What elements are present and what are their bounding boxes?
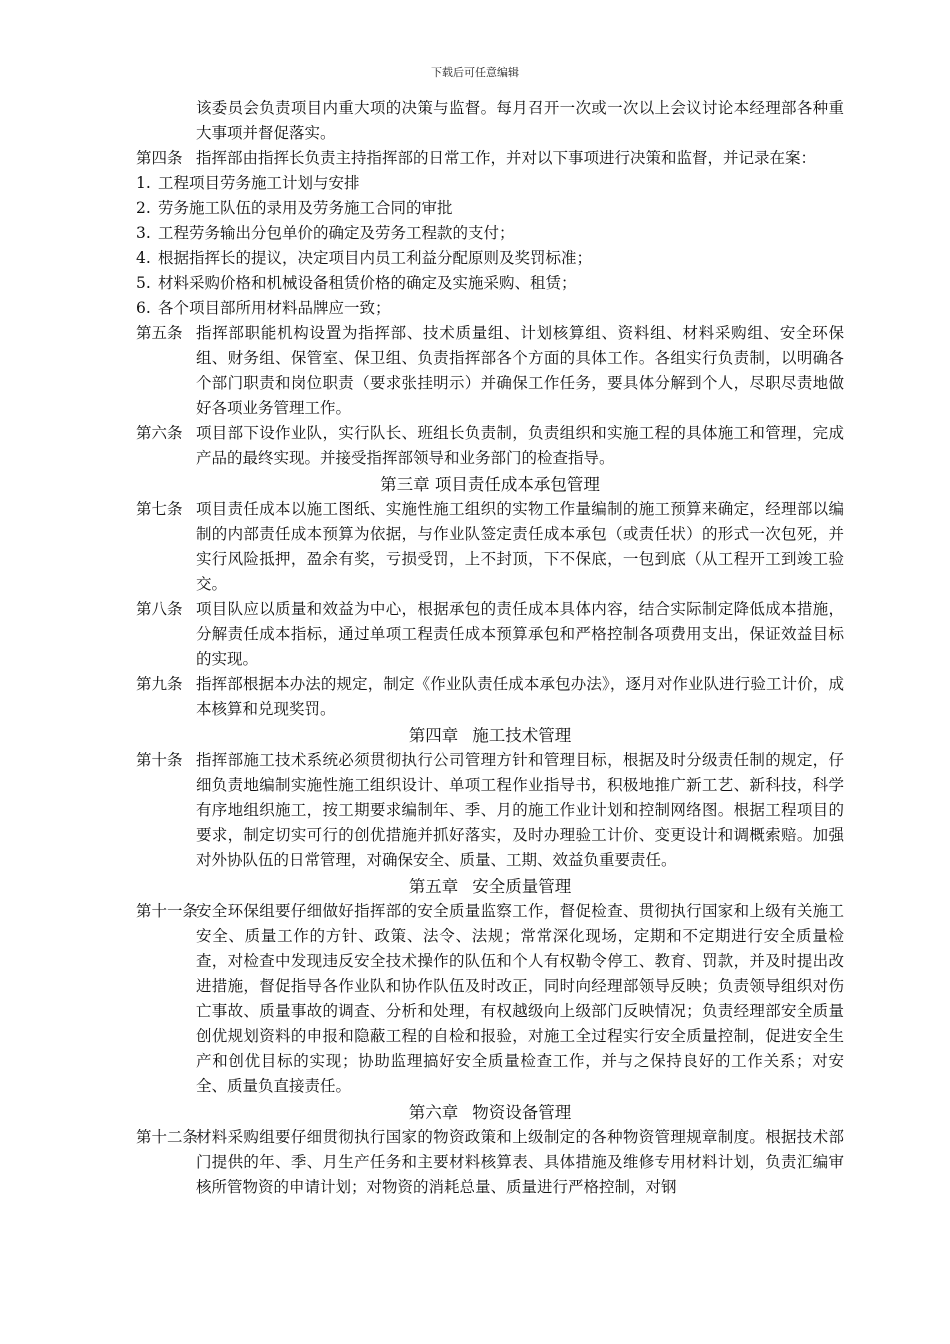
list-item bbox=[136, 221, 844, 246]
list-text: 劳务施工队伍的录用及劳务施工合同的审批 bbox=[158, 199, 453, 217]
chapter-4-heading bbox=[136, 723, 844, 748]
article-label: 第五条 bbox=[136, 324, 183, 342]
chapter-number: 第六章 bbox=[408, 1103, 459, 1122]
article-label: 第十二条 bbox=[136, 1128, 199, 1146]
article-5 bbox=[136, 321, 844, 421]
article-text: 项目队应以质量和效益为中心，根据承包的责任成本具体内容，结合实际制定降低成本措施，分解责任成本指标，通过单项工程责任成本预算承包和严格控制各项费用支出，保证效益目标的实现。 bbox=[196, 600, 844, 668]
list-number: 5. bbox=[136, 274, 151, 292]
article-label: 第九条 bbox=[136, 675, 183, 693]
list-item bbox=[136, 196, 844, 221]
list-number: 4. bbox=[136, 249, 151, 267]
article-label: 第七条 bbox=[136, 500, 183, 518]
list-text: 工程劳务输出分包单价的确定及劳务工程款的支付； bbox=[158, 224, 515, 242]
article-text: 指挥部施工技术系统必须贯彻执行公司管理方针和管理目标，根据及时分级责任制的规定，仔细负责地编制实施性施工组织设计、单项工程作业指导书，积极地推广新工艺、新科技，科学有序地组织施工，按工期要求编制年、季、月的施工作业计划和控制网络图。根据工程项目的要求，制定切实可行的创优措施并抓好落实，及时办理验工计价、变更设计和调概索赔。加强对外协队伍的日常管理，对确保安全、质量、工期、效益负重要责任。 bbox=[196, 751, 844, 869]
article-4-list bbox=[136, 171, 844, 321]
list-text: 材料采购价格和机械设备租赁价格的确定及实施采购、租赁； bbox=[158, 274, 577, 292]
list-text: 工程项目劳务施工计划与安排 bbox=[158, 174, 360, 192]
chapter-5-heading bbox=[136, 874, 844, 899]
list-item bbox=[136, 271, 844, 296]
article-6 bbox=[136, 421, 844, 471]
article-label: 第十条 bbox=[136, 751, 183, 769]
article-7 bbox=[136, 497, 844, 597]
article-11 bbox=[136, 899, 844, 1099]
list-item bbox=[136, 296, 844, 321]
chapter-name: 物资设备管理 bbox=[472, 1103, 572, 1122]
article-text: 项目责任成本以施工图纸、实施性施工组织的实物工作量编制的施工预算来确定，经理部以编制的内部责任成本预算为依据，与作业队签定责任成本承包（或责任状）的形式一次包死，并实行风险抵押，盈余有奖，亏损受罚，上不封顶，下不保底，一包到底（从工程开工到竣工验交。 bbox=[196, 500, 844, 593]
list-number: 1. bbox=[136, 174, 151, 192]
list-item bbox=[136, 246, 844, 271]
article-label: 第四条 bbox=[136, 149, 183, 167]
article-8 bbox=[136, 597, 844, 672]
article-text: 材料采购组要仔细贯彻执行国家的物资政策和上级制定的各种物资管理规章制度。根据技术部门提供的年、季、月生产任务和主要材料核算表、具体措施及维修专用材料计划，负责汇编审核所管物资的申请计划；对物资的消耗总量、质量进行严格控制，对钢 bbox=[196, 1128, 844, 1196]
article-text: 指挥部由指挥长负责主持指挥部的日常工作，并对以下事项进行决策和监督，并记录在案： bbox=[196, 149, 817, 167]
article-label: 第十一条 bbox=[136, 902, 199, 920]
chapter-number: 第四章 bbox=[408, 726, 459, 745]
list-item bbox=[136, 171, 844, 196]
list-number: 3. bbox=[136, 224, 151, 242]
article-text: 指挥部职能机构设置为指挥部、技术质量组、计划核算组、资料组、材料采购组、安全环保组、财务组、保管室、保卫组、负责指挥部各个方面的具体工作。各组实行负责制，以明确各个部门职责和岗位职责（要求张挂明示）并确保工作任务，要具体分解到个人，尽职尽责地做好各项业务管理工作。 bbox=[196, 324, 844, 417]
document-body bbox=[136, 96, 844, 1200]
list-text: 各个项目部所用材料品牌应一致； bbox=[158, 299, 391, 317]
chapter-title: 第三章 项目责任成本承包管理 bbox=[380, 475, 600, 494]
list-text: 根据指挥长的提议，决定项目内员工利益分配原则及奖罚标准； bbox=[158, 249, 593, 267]
chapter-name: 施工技术管理 bbox=[472, 726, 572, 745]
article-4 bbox=[136, 146, 844, 171]
page-header-note: 下载后可任意编辑 bbox=[431, 66, 519, 79]
chapter-number: 第五章 bbox=[408, 877, 459, 896]
list-number: 2. bbox=[136, 199, 151, 217]
article-10 bbox=[136, 748, 844, 873]
article-9 bbox=[136, 672, 844, 722]
article-text: 项目部下设作业队，实行队长、班组长负责制，负责组织和实施工程的具体施工和管理，完成产品的最终实现。并接受指挥部领导和业务部门的检查指导。 bbox=[196, 424, 844, 467]
intro-continuation: 该委员会负责项目内重大项的决策与监督。每月召开一次或一次以上会议讨论本经理部各种重大事项并督促落实。 bbox=[196, 99, 844, 142]
article-label: 第六条 bbox=[136, 424, 183, 442]
article-text: 安全环保组要仔细做好指挥部的安全质量监察工作，督促检查、贯彻执行国家和上级有关施工安全、质量工作的方针、政策、法令、法规；常常深化现场，定期和不定期进行安全质量检查，对检查中发现违反安全技术操作的队伍和个人有权勒令停工、教育、罚款，并及时提出改进措施，督促指导各作业队和协作队伍及时改正，同时向经理部领导反映；负责领导组织对伤亡事故、质量事故的调查、分析和处理，有权越级向上级部门反映情况；负责经理部安全质量创优规划资料的申报和隐蔽工程的自检和报验，对施工全过程实行安全质量控制，促进安全生产和创优目标的实现；协助监理搞好安全质量检查工作，并与之保持良好的工作关系；对安全、质量负直接责任。 bbox=[196, 902, 844, 1095]
article-text: 指挥部根据本办法的规定，制定《作业队责任成本承包办法》，逐月对作业队进行验工计价，成本核算和兑现奖罚。 bbox=[196, 675, 844, 718]
chapter-3-heading bbox=[136, 472, 844, 497]
article-12 bbox=[136, 1125, 844, 1200]
chapter-6-heading bbox=[136, 1100, 844, 1125]
chapter-name: 安全质量管理 bbox=[472, 877, 572, 896]
list-number: 6. bbox=[136, 299, 151, 317]
article-label: 第八条 bbox=[136, 600, 183, 618]
